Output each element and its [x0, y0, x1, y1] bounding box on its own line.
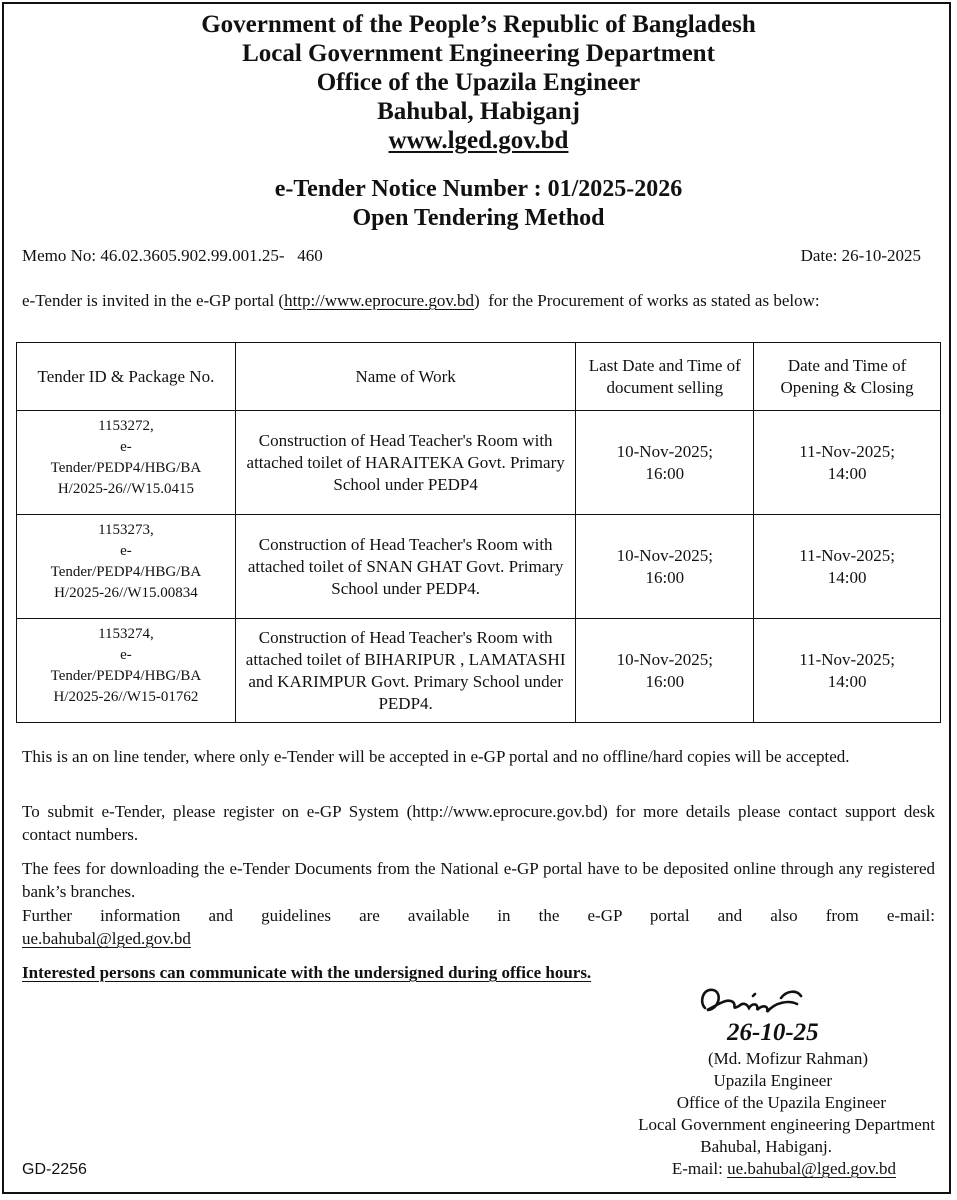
tender-id: 1153273, [98, 522, 154, 538]
intro-text-start: e-Tender is invited in the e-GP portal ( [22, 291, 285, 310]
package-no: H/2025-26//W15-01762 [53, 689, 199, 705]
further-info-paragraph [22, 904, 935, 950]
tender-id: 1153272, [98, 418, 154, 434]
memo-date: Date: 26-10-2025 [800, 246, 921, 265]
submit-paragraph: To submit e-Tender, please register on e-GP System (http://www.eprocure.gov.bd) for more details please contact support desk contact numbers. [22, 802, 935, 844]
fees-paragraph: The fees for downloading the e-Tender Documents from the National e-GP portal have to be deposited online through any registered bank’s branches. [22, 859, 935, 901]
intro-text-end: ) for the Procurement of works as stated as below: [474, 291, 820, 310]
work-name: Construction of Head Teacher's Room with attached toilet of SNAN GHAT Govt. Primary School under PEDP4. [235, 515, 576, 619]
tender-method: Open Tendering Method [352, 205, 605, 231]
department-line: Local Government Engineering Department [242, 40, 715, 67]
notice-number: e-Tender Notice Number : 01/2025-2026 [274, 176, 683, 202]
gd-code: GD-2256 [22, 1161, 87, 1178]
memo-number: Memo No: 46.02.3605.902.99.001.25- 460 [22, 246, 323, 265]
office-line: Office of the Upazila Engineer [316, 69, 641, 96]
col-header-selling: Last Date and Time of document selling [576, 343, 754, 411]
govt-line: Government of the People’s Republic of Bangladesh [201, 11, 756, 38]
location-line: Bahubal, Habiganj [377, 98, 580, 125]
opening-time: 11-Nov-2025; 14:00 [754, 411, 941, 515]
eprocure-link[interactable]: http://www.eprocure.gov.bd [284, 291, 475, 310]
package-no: H/2025-26//W15.00834 [54, 585, 198, 601]
tender-id: 1153274, [98, 626, 154, 642]
work-name: Construction of Head Teacher's Room with attached toilet of HARAITEKA Govt. Primary School under PEDP4 [235, 411, 576, 515]
contact-email-link[interactable]: ue.bahubal@lged.gov.bd [22, 929, 191, 948]
signatory-location: Bahubal, Habiganj. [700, 1137, 832, 1156]
intro-paragraph [22, 290, 937, 312]
table-row [17, 411, 941, 515]
signatory-email-link[interactable]: ue.bahubal@lged.gov.bd [727, 1159, 896, 1178]
tender-table [16, 342, 941, 723]
opening-time: 11-Nov-2025; 14:00 [754, 515, 941, 619]
memo-line [22, 246, 921, 266]
selling-deadline: 10-Nov-2025; 16:00 [576, 411, 754, 515]
tender-id-cell [17, 411, 236, 515]
table-row [17, 515, 941, 619]
tender-id-cell [17, 619, 236, 723]
col-header-tender-id: Tender ID & Package No. [17, 343, 236, 411]
work-name: Construction of Head Teacher's Room with attached toilet of BIHARIPUR , LAMATASHI and KARIMPUR Govt. Primary School under PEDP4. [235, 619, 576, 723]
signature-mark [693, 976, 893, 1046]
signatory-email-line [560, 1158, 940, 1180]
further-info-text: Further information and guidelines are available in the e-GP portal and also from e-mail: [22, 906, 935, 925]
signatory-office: Office of the Upazila Engineer [676, 1093, 886, 1112]
package-no: e- [120, 543, 132, 559]
website-link[interactable]: www.lged.gov.bd [388, 127, 569, 154]
online-tender-paragraph: This is an on line tender, where only e-Tender will be accepted in e-GP portal and no offline/hard copies will be accepted. [22, 747, 850, 766]
signature-date: 26-10-25 [727, 1019, 819, 1046]
package-no: e- [120, 439, 132, 455]
notice-heading [0, 175, 957, 233]
package-no: H/2025-26//W15.0415 [57, 481, 195, 497]
col-header-opening: Date and Time of Opening & Closing [754, 343, 941, 411]
selling-deadline: 10-Nov-2025; 16:00 [576, 619, 754, 723]
selling-deadline: 10-Nov-2025; 16:00 [576, 515, 754, 619]
signatory-block [560, 1048, 940, 1180]
package-no: e- [120, 647, 132, 663]
package-no: Tender/PEDP4/HBG/BA [50, 564, 202, 580]
opening-time: 11-Nov-2025; 14:00 [754, 619, 941, 723]
signatory-name: (Md. Mofizur Rahman) [707, 1049, 868, 1068]
email-label: E-mail: [671, 1159, 723, 1178]
tender-id-cell [17, 515, 236, 619]
signatory-department: Local Government engineering Department [638, 1115, 935, 1134]
col-header-work: Name of Work [235, 343, 576, 411]
signatory-designation: Upazila Engineer [713, 1071, 832, 1090]
interested-persons-note: Interested persons can communicate with the undersigned during office hours. [22, 963, 592, 982]
table-row [17, 619, 941, 723]
package-no: Tender/PEDP4/HBG/BA [50, 668, 202, 684]
table-header-row [17, 343, 941, 411]
package-no: Tender/PEDP4/HBG/BA [50, 460, 202, 476]
letterhead [0, 10, 957, 155]
